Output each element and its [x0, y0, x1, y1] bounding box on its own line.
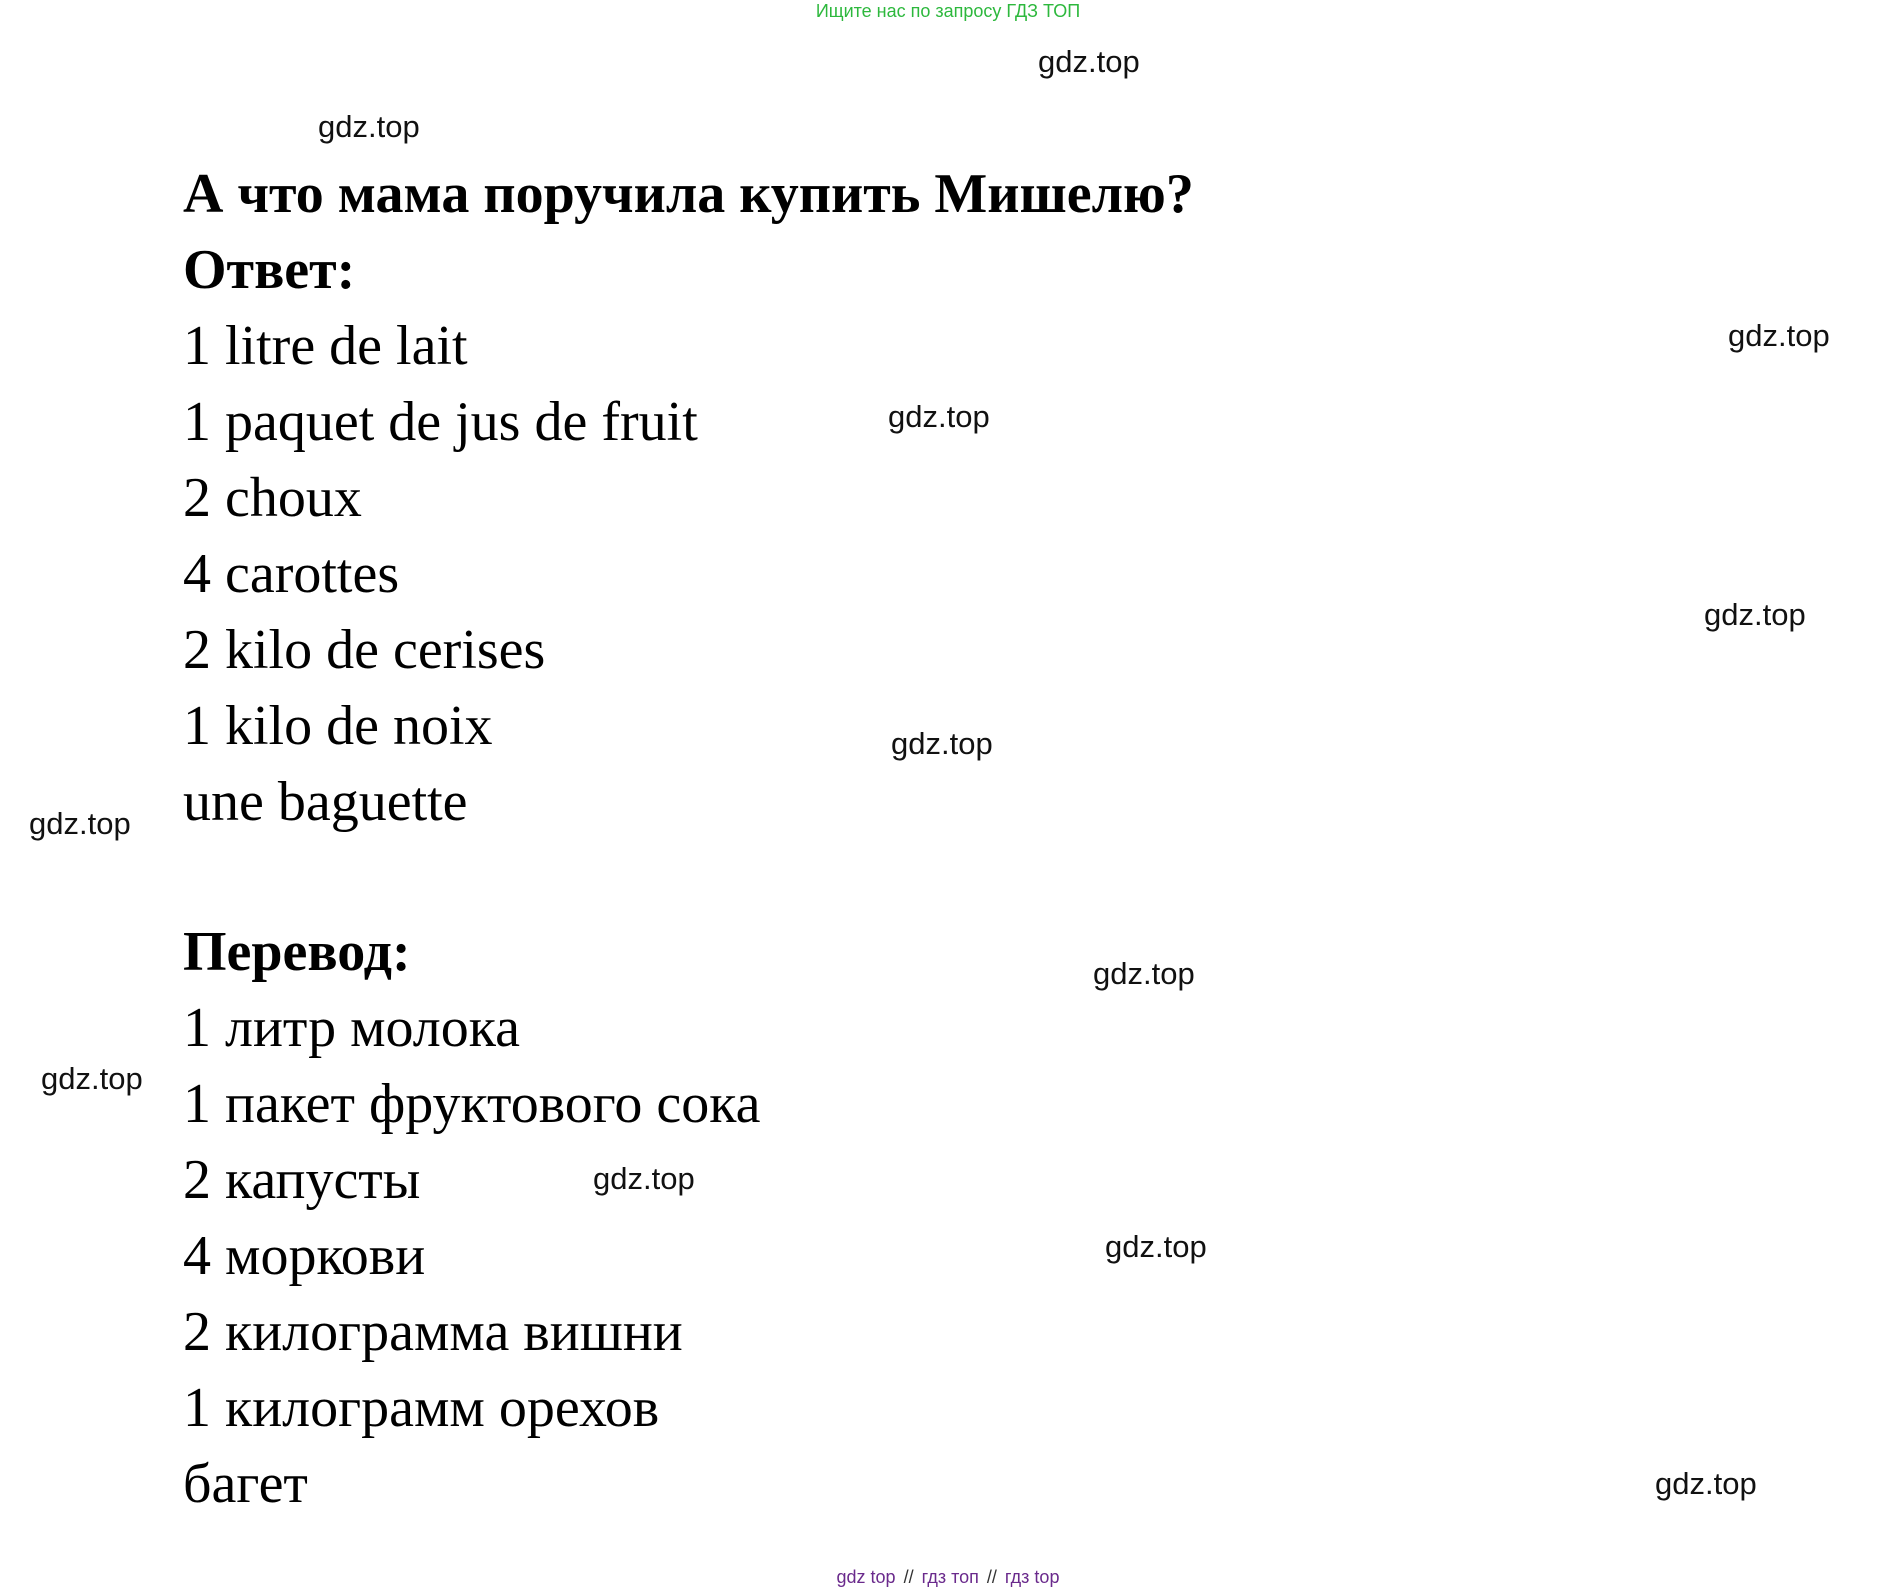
- watermark: gdz.top: [318, 109, 420, 144]
- watermark: gdz.top: [891, 726, 993, 761]
- translation-item: 4 моркови: [183, 1225, 426, 1287]
- translation-item: 2 килограмма вишни: [183, 1301, 683, 1363]
- translation-list: [183, 990, 1194, 1522]
- footer-links: [0, 1567, 1896, 1587]
- answer-item: 1 paquet de jus de fruit: [183, 391, 698, 453]
- watermark: gdz.top: [1105, 1229, 1207, 1264]
- watermark: gdz.top: [41, 1061, 143, 1096]
- watermark: gdz.top: [1093, 956, 1195, 991]
- watermark: gdz.top: [593, 1161, 695, 1196]
- footer-separator: //: [903, 1567, 914, 1587]
- translation-item: 1 литр молока: [183, 997, 520, 1059]
- section-gap: [183, 840, 1194, 914]
- answer-item: 2 choux: [183, 467, 362, 529]
- watermark: gdz.top: [1704, 597, 1806, 632]
- question-heading: А что мама поручила купить Мишелю?: [183, 163, 1194, 225]
- answer-list: [183, 308, 1194, 840]
- translation-item: 1 килограмм орехов: [183, 1377, 660, 1439]
- footer-link[interactable]: гдз top: [1004, 1567, 1060, 1587]
- watermark: gdz.top: [1655, 1466, 1757, 1501]
- answer-item: 1 litre de lait: [183, 315, 468, 377]
- translation-item: багет: [183, 1453, 308, 1515]
- translation-heading: Перевод:: [183, 921, 411, 983]
- footer-link[interactable]: gdz top: [836, 1567, 896, 1587]
- watermark: gdz.top: [1038, 44, 1140, 79]
- footer-separator: //: [986, 1567, 997, 1587]
- answer-item: 4 carottes: [183, 543, 400, 605]
- footer-link[interactable]: гдз топ: [921, 1567, 979, 1587]
- answer-item: 2 kilo de cerises: [183, 619, 546, 681]
- watermark: gdz.top: [888, 399, 990, 434]
- top-banner: Ищите нас по запросу ГДЗ ТОП: [815, 1, 1081, 21]
- watermark: gdz.top: [1728, 318, 1830, 353]
- answer-heading: Ответ:: [183, 239, 356, 301]
- translation-item: 1 пакет фруктового сока: [183, 1073, 761, 1135]
- answer-item: une baguette: [183, 771, 468, 833]
- answer-item: 1 kilo de noix: [183, 695, 493, 757]
- document-content: [183, 156, 1194, 1522]
- translation-item: 2 капусты: [183, 1149, 421, 1211]
- watermark: gdz.top: [29, 806, 131, 841]
